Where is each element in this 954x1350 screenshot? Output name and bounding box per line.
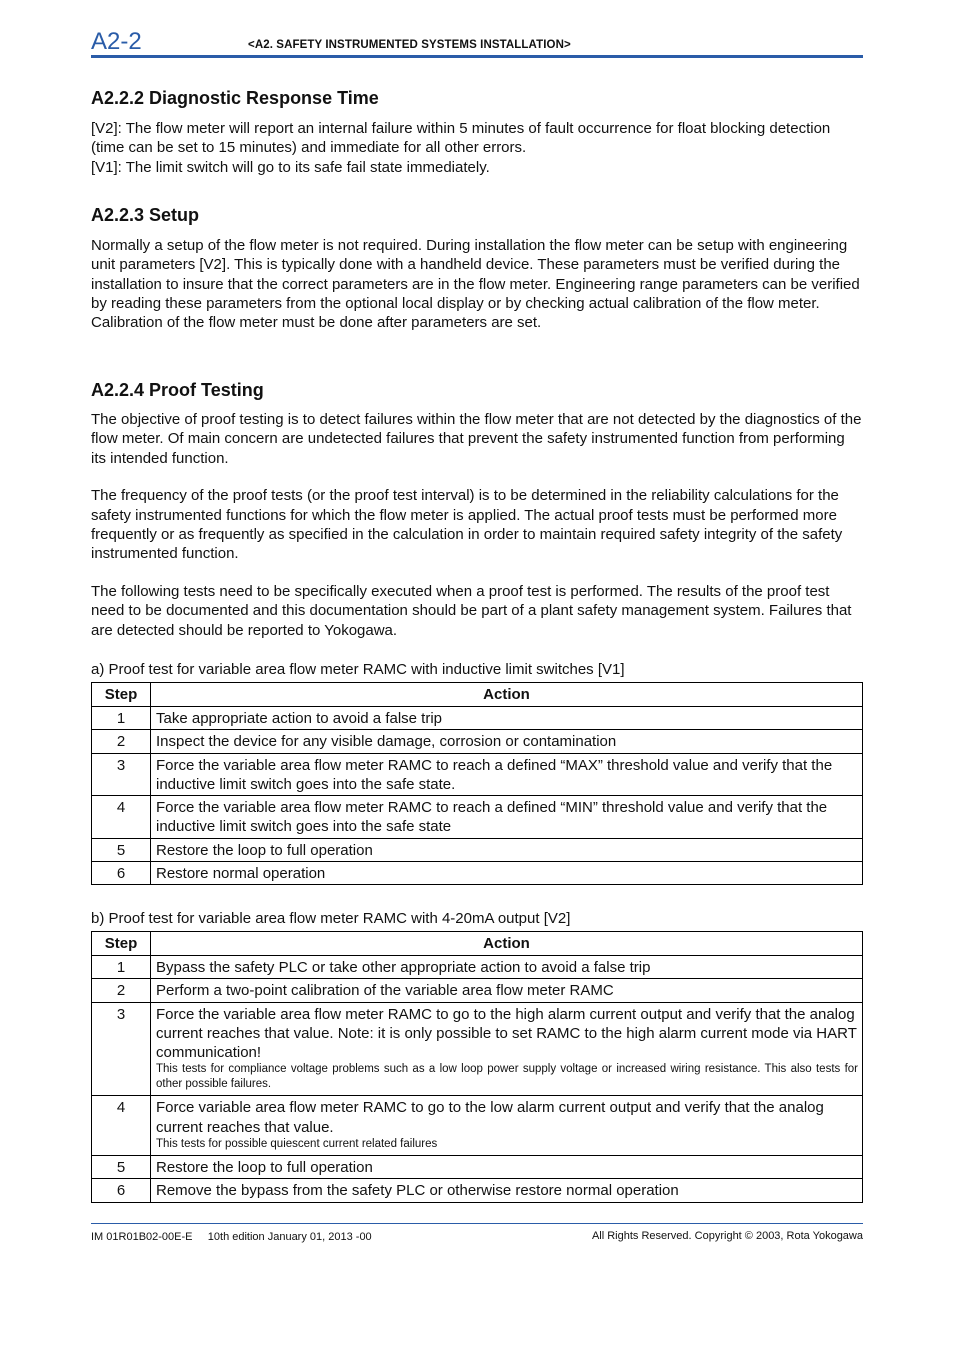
step-cell: 3 xyxy=(92,1002,151,1096)
step-cell: 4 xyxy=(92,1096,151,1156)
footer-copyright: All Rights Reserved. Copyright © 2003, Rota Yokogawa xyxy=(591,1230,863,1242)
action-cell: Perform a two-point calibration of the variable area flow meter RAMC xyxy=(151,979,863,1002)
action-column-header: Action xyxy=(151,932,863,956)
action-cell: Restore normal operation xyxy=(151,862,863,885)
action-cell: Restore the loop to full operation xyxy=(151,1156,863,1179)
proof-paragraph-1: The objective of proof testing is to detect failures within the flow meter that are not detected by the diagnostics of the flow meter. Of main concern are undetected failures that prevent the safety instrumented function from performing its intended function. xyxy=(91,411,862,467)
proof-test-table-a xyxy=(91,682,863,885)
chapter-title: <A2. SAFETY INSTRUMENTED SYSTEMS INSTALLATION> xyxy=(248,39,571,51)
action-cell: Bypass the safety PLC or take other appropriate action to avoid a false trip xyxy=(151,956,863,979)
setup-text xyxy=(91,236,863,332)
setup-paragraph-1: Normally a setup of the flow meter is not required. During installation the flow meter can be setup with engineering unit parameters [V2]. This is typically done with a handheld device. These parameters must be verified during the installation to insure that the correct parameters are in the flow meter. Engineering range parameters can be verified by reading these parameters from the optional local display or by checking actual calibration of the flow meter. xyxy=(91,237,860,312)
diagnostic-paragraph-2: [V1]: The limit switch will go to its safe fail state immediately. xyxy=(91,158,490,176)
action-note: This tests for compliance voltage problems such as a low loop power supply voltage or increased wiring resistance. This also tests for other possible failures. xyxy=(156,1063,858,1091)
step-cell: 5 xyxy=(92,838,151,861)
step-cell: 2 xyxy=(92,979,151,1002)
table-row xyxy=(92,1096,863,1156)
table-row xyxy=(92,1156,863,1179)
step-cell: 6 xyxy=(92,862,151,885)
proof-test-table-b xyxy=(91,931,863,1203)
step-cell: 1 xyxy=(92,956,151,979)
table-row xyxy=(92,730,863,753)
step-cell: 5 xyxy=(92,1156,151,1179)
table-row xyxy=(92,862,863,885)
action-cell: Force the variable area flow meter RAMC to reach a defined “MIN” threshold value and verify that the inductive limit switch goes into the safe state xyxy=(151,796,863,839)
step-cell: 2 xyxy=(92,730,151,753)
table-header-row xyxy=(92,683,863,707)
table-row xyxy=(92,707,863,730)
step-cell: 6 xyxy=(92,1179,151,1202)
section-title-setup: A2.2.3 Setup xyxy=(91,205,200,225)
table-row xyxy=(92,796,863,839)
table-a-caption: a) Proof test for variable area flow meter RAMC with inductive limit switches [V1] xyxy=(91,661,625,678)
diagnostic-paragraph-1: [V2]: The flow meter will report an internal failure within 5 minutes of fault occurrence for float blocking detection (time can be set to 15 minutes) and immediate for all other errors. xyxy=(91,120,831,157)
action-cell xyxy=(151,1002,863,1096)
proof-text xyxy=(91,410,863,640)
step-column-header: Step xyxy=(92,683,151,707)
table-header-row xyxy=(92,932,863,956)
action-column-header: Action xyxy=(151,683,863,707)
footer-rule xyxy=(91,1223,863,1224)
table-row xyxy=(92,979,863,1002)
setup-paragraph-2: Calibration of the flow meter must be done after parameters are set. xyxy=(91,314,542,332)
action-note: This tests for possible quiescent current related failures xyxy=(156,1138,438,1151)
action-cell: Take appropriate action to avoid a false trip xyxy=(151,707,863,730)
action-text: Force the variable area flow meter RAMC to go to the high alarm current output and verify that the analog current reaches that value. Note: it is only possible to set RAMC to the high alarm current mode via HART communication! xyxy=(156,1005,857,1062)
table-b-caption: b) Proof test for variable area flow meter RAMC with 4-20mA output [V2] xyxy=(91,910,571,927)
action-cell: Remove the bypass from the safety PLC or otherwise restore normal operation xyxy=(151,1179,863,1202)
action-cell: Restore the loop to full operation xyxy=(151,838,863,861)
proof-paragraph-2: The frequency of the proof tests (or the proof test interval) is to be determined in the reliability calculations for the safety instrumented functions for which the flow meter is applied. The actual proof tests must be performed more frequently or as frequently as specified in the calculation in order to maintain required safety integrity of the safety instrumented function. xyxy=(91,487,843,563)
diagnostic-text xyxy=(91,119,863,177)
step-cell: 1 xyxy=(92,707,151,730)
section-title-proof-testing: A2.2.4 Proof Testing xyxy=(91,380,264,400)
header-rule xyxy=(91,55,863,58)
action-cell xyxy=(151,1096,863,1156)
table-row xyxy=(92,956,863,979)
action-cell: Inspect the device for any visible damage, corrosion or contamination xyxy=(151,730,863,753)
step-column-header: Step xyxy=(92,932,151,956)
step-cell: 4 xyxy=(92,796,151,839)
section-title-diagnostic: A2.2.2 Diagnostic Response Time xyxy=(91,88,379,108)
proof-paragraph-3: The following tests need to be specifically executed when a proof test is performed. The results of the proof test need to be documented and this documentation should be part of a plant safety management system. Failures that are detected should be reported to Yokogawa. xyxy=(91,583,852,639)
table-row xyxy=(92,753,863,796)
action-text: Force variable area flow meter RAMC to go to the low alarm current output and verify that the analog current reaches that value. xyxy=(156,1099,824,1136)
page-number: A2-2 xyxy=(91,28,142,55)
table-row xyxy=(92,1002,863,1096)
action-cell: Force the variable area flow meter RAMC to reach a defined “MAX” threshold value and verify that the inductive limit switch goes into the safe state. xyxy=(151,753,863,796)
footer-document-id: IM 01R01B02-00E-E 10th edition January 01, 2013 -00 xyxy=(91,1231,372,1243)
table-row xyxy=(92,838,863,861)
table-row xyxy=(92,1179,863,1202)
step-cell: 3 xyxy=(92,753,151,796)
